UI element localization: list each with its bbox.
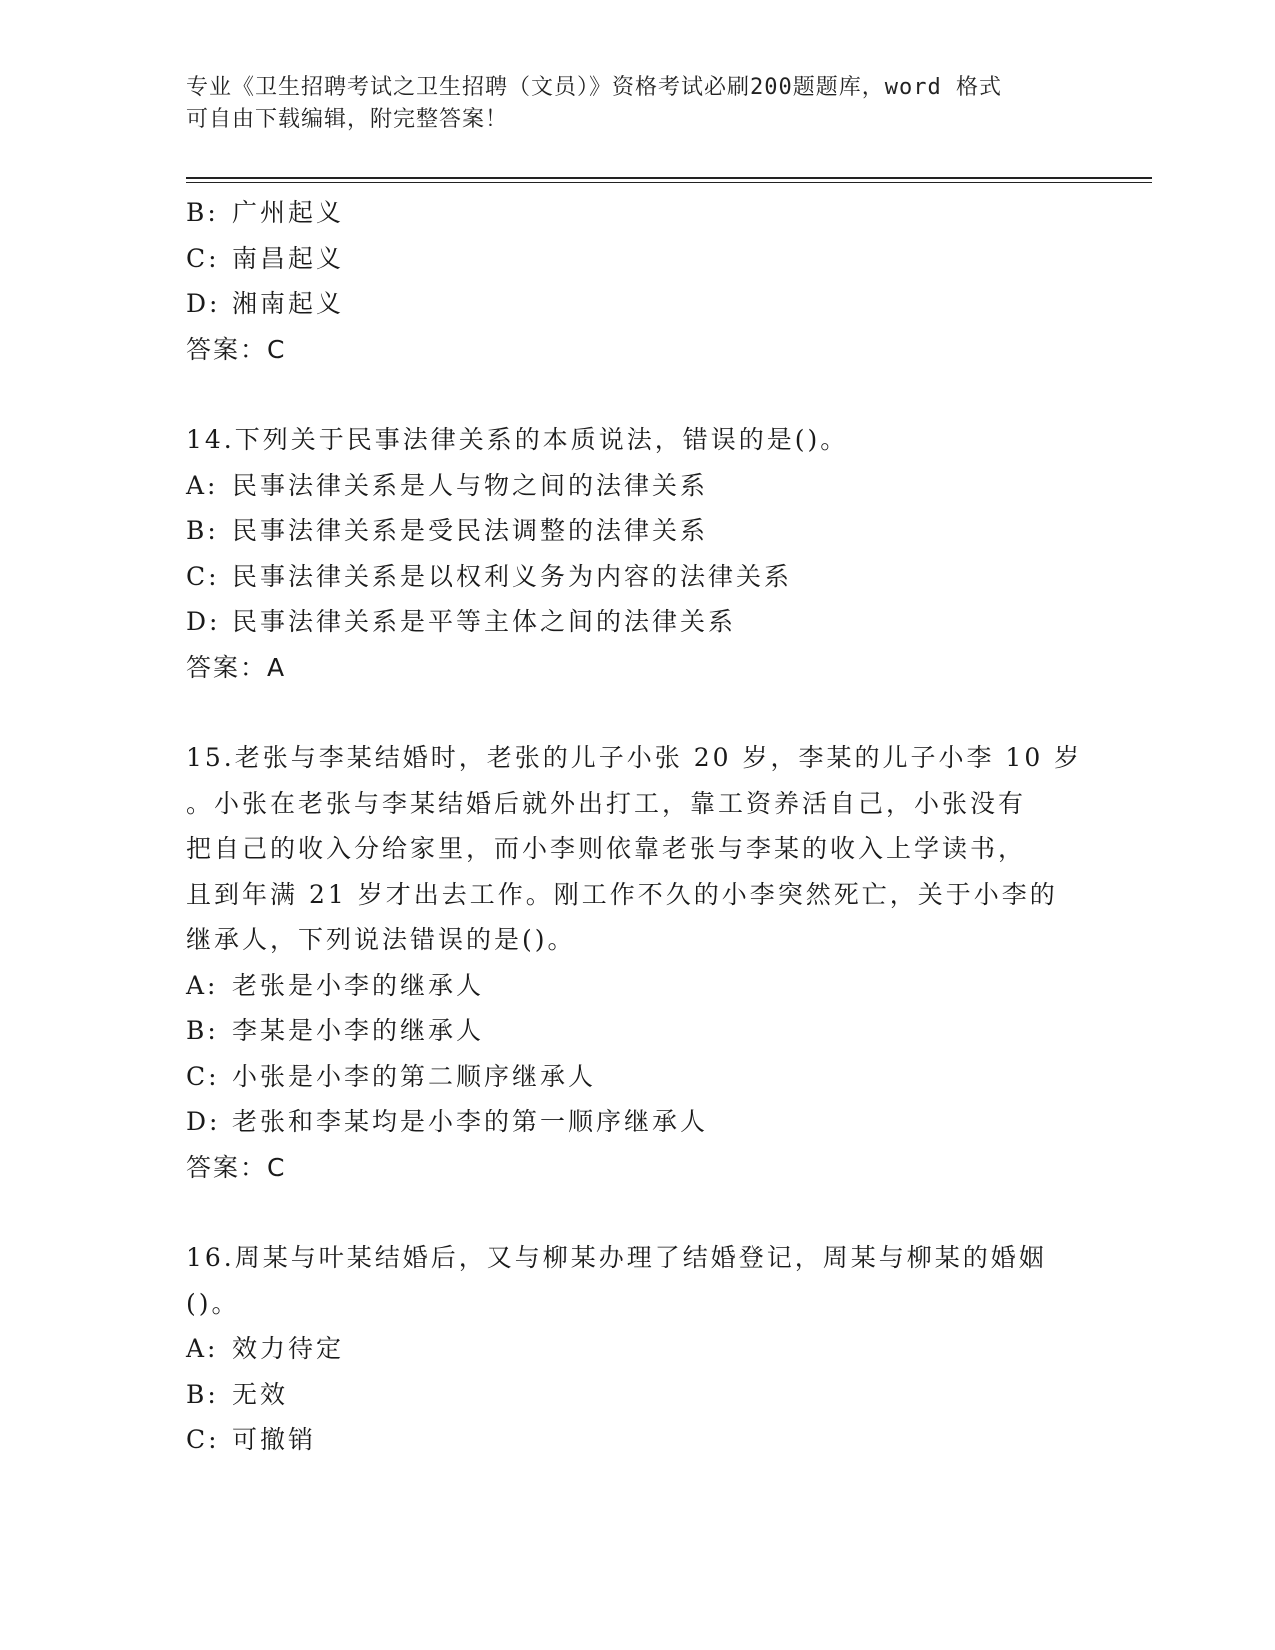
option-b <box>186 1008 1086 1054</box>
option-letter: B: <box>186 1016 219 1045</box>
option-text: 南昌起义 <box>232 243 345 273</box>
question-stem-line: 把自己的收入分给家里，而小李则依靠老张与李某的收入上学读书， <box>186 834 1027 863</box>
option-letter: C: <box>186 561 220 591</box>
option-text: 效力待定 <box>232 1334 345 1363</box>
option-letter: B: <box>186 516 219 545</box>
option-text: 无效 <box>232 1379 289 1409</box>
option-d <box>186 281 1086 327</box>
option-letter: A: <box>186 970 219 1000</box>
option-text: 湘南起义 <box>232 289 345 318</box>
option-text: 李某是小李的继承人 <box>232 1016 485 1045</box>
option-a <box>186 1326 1086 1372</box>
option-text: 可撤销 <box>232 1425 317 1454</box>
option-c <box>186 554 1086 600</box>
header-title-line-1: 专业《卫生招聘考试之卫生招聘（文员）》资格考试必刷200题题库，word 格式 <box>186 75 1002 100</box>
option-text: 老张是小李的继承人 <box>232 970 485 1000</box>
option-text: 广州起义 <box>232 198 345 227</box>
option-d <box>186 599 1086 645</box>
option-c <box>186 1417 1086 1463</box>
document-header <box>186 72 1066 136</box>
header-divider-thick <box>186 177 1152 179</box>
question-stem-line: ()。 <box>186 1288 240 1318</box>
option-letter: C: <box>186 1425 220 1454</box>
answer-line: 答案：C <box>186 334 287 364</box>
option-text: 民事法律关系是受民法调整的法律关系 <box>232 516 709 545</box>
option-letter: A: <box>186 470 219 500</box>
option-b <box>186 190 1086 236</box>
option-letter: D: <box>186 607 221 636</box>
question-13-tail <box>186 190 1086 372</box>
option-letter: C: <box>186 1061 220 1091</box>
spacer <box>186 690 1086 735</box>
question-stem-line: 16.周某与叶某结婚后，又与柳某办理了结婚登记，周某与柳某的婚姻 <box>186 1243 1047 1272</box>
answer-line: 答案：A <box>186 652 287 682</box>
option-letter: A: <box>186 1334 219 1363</box>
option-letter: C: <box>186 243 220 273</box>
question-16 <box>186 1235 1086 1463</box>
question-content <box>186 190 1086 1463</box>
option-text: 民事法律关系是人与物之间的法律关系 <box>232 470 709 500</box>
question-15 <box>186 735 1086 1190</box>
option-text: 小张是小李的第二顺序继承人 <box>232 1061 597 1091</box>
option-text: 民事法律关系是平等主体之间的法律关系 <box>232 607 737 636</box>
question-stem-line: 继承人，下列说法错误的是()。 <box>186 925 576 954</box>
question-stem-line: 。小张在老张与李某结婚后就外出打工，靠工资养活自己，小张没有 <box>186 788 1027 818</box>
option-text: 民事法律关系是以权利义务为内容的法律关系 <box>232 561 793 591</box>
header-divider-thin <box>186 182 1152 183</box>
question-stem-line: 15.老张与李某结婚时，老张的儿子小张 20 岁，李某的儿子小李 10 岁 <box>186 743 1083 772</box>
option-b <box>186 1372 1086 1418</box>
option-d <box>186 1099 1086 1145</box>
spacer <box>186 1190 1086 1235</box>
option-a <box>186 463 1086 509</box>
option-letter: D: <box>186 1107 221 1136</box>
option-text: 老张和李某均是小李的第一顺序继承人 <box>232 1107 709 1136</box>
spacer <box>186 372 1086 417</box>
option-letter: D: <box>186 289 221 318</box>
question-stem: 14.下列关于民事法律关系的本质说法，错误的是()。 <box>186 425 849 454</box>
option-letter: B: <box>186 1379 219 1409</box>
option-c <box>186 236 1086 282</box>
option-c <box>186 1054 1086 1100</box>
option-b <box>186 508 1086 554</box>
option-letter: B: <box>186 198 219 227</box>
option-a <box>186 963 1086 1009</box>
question-stem-line: 且到年满 21 岁才出去工作。刚工作不久的小李突然死亡，关于小李的 <box>186 879 1058 909</box>
header-title-line-2: 可自由下载编辑，附完整答案！ <box>186 107 509 132</box>
question-14 <box>186 417 1086 690</box>
answer-line: 答案：C <box>186 1152 287 1182</box>
